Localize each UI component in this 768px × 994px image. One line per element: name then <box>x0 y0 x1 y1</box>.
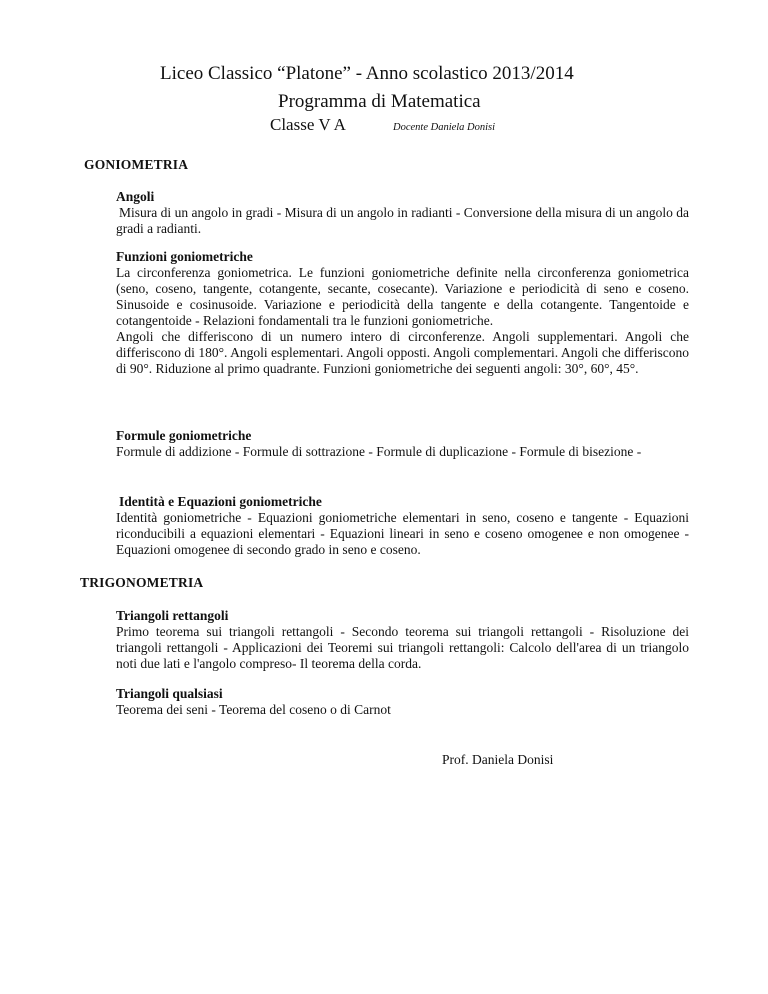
topic-text: Formule di addizione - Formule di sottrazione - Formule di duplicazione - Formule di bisezione - <box>116 444 642 459</box>
topic-triangoli-rettangoli <box>116 608 689 672</box>
topic-title: Triangoli qualsiasi <box>116 686 223 701</box>
topic-funzioni-goniometriche <box>116 249 689 377</box>
topic-text: Teorema dei seni - Teorema del coseno o di Carnot <box>116 702 391 717</box>
topic-text: Identità goniometriche - Equazioni goniometriche elementari in seno, coseno e tangente - Equazioni riconducibili a equazioni elementari - Equazioni lineari in seno e coseno omogenee e non omogenee - Equazioni omogenee di secondo grado in seno e coseno. <box>116 510 689 557</box>
topic-title: Identità e Equazioni goniometriche <box>119 494 322 509</box>
program-title: Programma di Matematica <box>278 91 481 112</box>
topic-identita-equazioni <box>116 494 689 558</box>
signature: Prof. Daniela Donisi <box>442 752 554 767</box>
section-title-trigonometria: TRIGONOMETRIA <box>80 575 204 590</box>
teacher-label: Docente Daniela Donisi <box>393 122 496 133</box>
topic-title: Angoli <box>116 189 155 204</box>
topic-triangoli-qualsiasi <box>116 686 689 718</box>
section-title-goniometria: GONIOMETRIA <box>84 157 189 172</box>
topic-title: Funzioni goniometriche <box>116 249 253 264</box>
topic-text: Angoli che differiscono di un numero intero di circonferenze. Angoli supplementari. Angoli che differiscono di 180°. Angoli esplementari. Angoli opposti. Angoli complementari. Angoli che differiscono di 90°. Riduzione al primo quadrante. Funzioni goniometriche dei seguenti angoli: 30°, 60°, 45°. <box>116 329 689 376</box>
class-label: Classe V A <box>270 115 346 134</box>
topic-formule-goniometriche <box>116 428 689 460</box>
topic-text: Misura di un angolo in gradi - Misura di un angolo in radianti - Conversione della misura di un angolo da gradi a radianti. <box>116 205 689 236</box>
topic-text: Primo teorema sui triangoli rettangoli - Secondo teorema sui triangoli rettangoli - Risoluzione dei triangoli rettangoli - Applicazioni dei Teoremi sui triangoli rettangoli: Calcolo dell'area di un triangolo noti due lati e l'angolo compreso- Il teorema della corda. <box>116 624 689 671</box>
topic-title: Triangoli rettangoli <box>116 608 229 623</box>
topic-title: Formule goniometriche <box>116 428 252 443</box>
school-year-heading: Liceo Classico “Platone” - Anno scolastico 2013/2014 <box>160 63 574 84</box>
topic-angoli <box>116 189 689 237</box>
topic-text: La circonferenza goniometrica. Le funzioni goniometriche definite nella circonferenza goniometrica (seno, coseno, tangente, cotangente, secante, cosecante). Variazione e periodicità di seno e coseno. Sinusoide e cosinusoide. Variazione e periodicità della tangente e della cotangente. Tangentoide e cotangentoide - Relazioni fondamentali tra le funzioni goniometriche. <box>116 265 689 328</box>
